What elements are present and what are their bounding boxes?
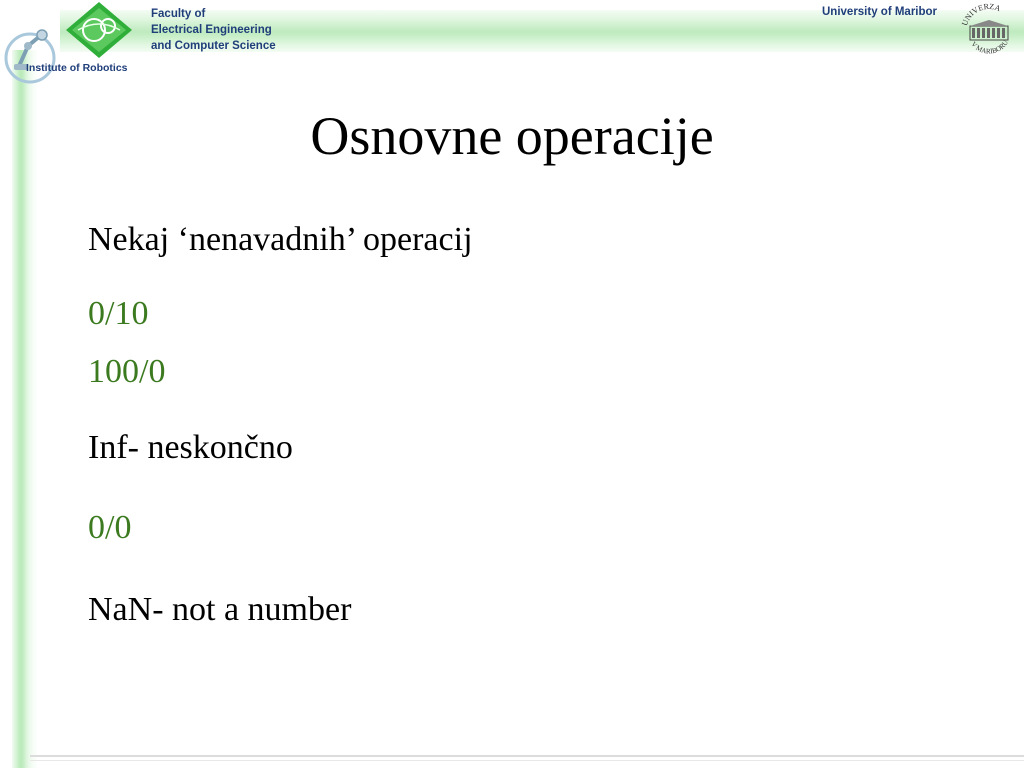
seal-text-top: UNIVERZA — [960, 2, 1002, 27]
institute-name: Institute of Robotics — [26, 62, 128, 74]
faculty-logo-icon — [64, 0, 134, 60]
faculty-name-line-2: Electrical Engineering — [151, 24, 272, 36]
seal-text-bottom: V MARIBORU — [969, 38, 1011, 56]
slide-title: Osnovne operacije — [310, 106, 714, 166]
university-name: University of Maribor — [822, 6, 938, 18]
university-seal-icon — [958, 2, 1020, 64]
faculty-name-line-1: Faculty of — [151, 8, 206, 20]
inf-definition: Inf- neskončno — [88, 429, 293, 466]
faculty-name-line-3: and Computer Science — [151, 40, 276, 52]
svg-text:V MARIBORU — [969, 39, 1010, 56]
faculty-name — [151, 6, 326, 54]
footer-divider-secondary — [30, 760, 1024, 761]
intro-line: Nekaj ‘nenavadnih’ operacij — [88, 221, 473, 258]
example-zero-div-zero: 0/0 — [88, 509, 132, 546]
example-hundred-div-zero: 100/0 — [88, 353, 166, 390]
example-zero-div-ten: 0/10 — [88, 295, 149, 332]
footer-divider — [30, 755, 1024, 757]
robotics-institute-logo-icon — [2, 24, 62, 88]
nan-definition: NaN- not a number — [88, 591, 352, 628]
